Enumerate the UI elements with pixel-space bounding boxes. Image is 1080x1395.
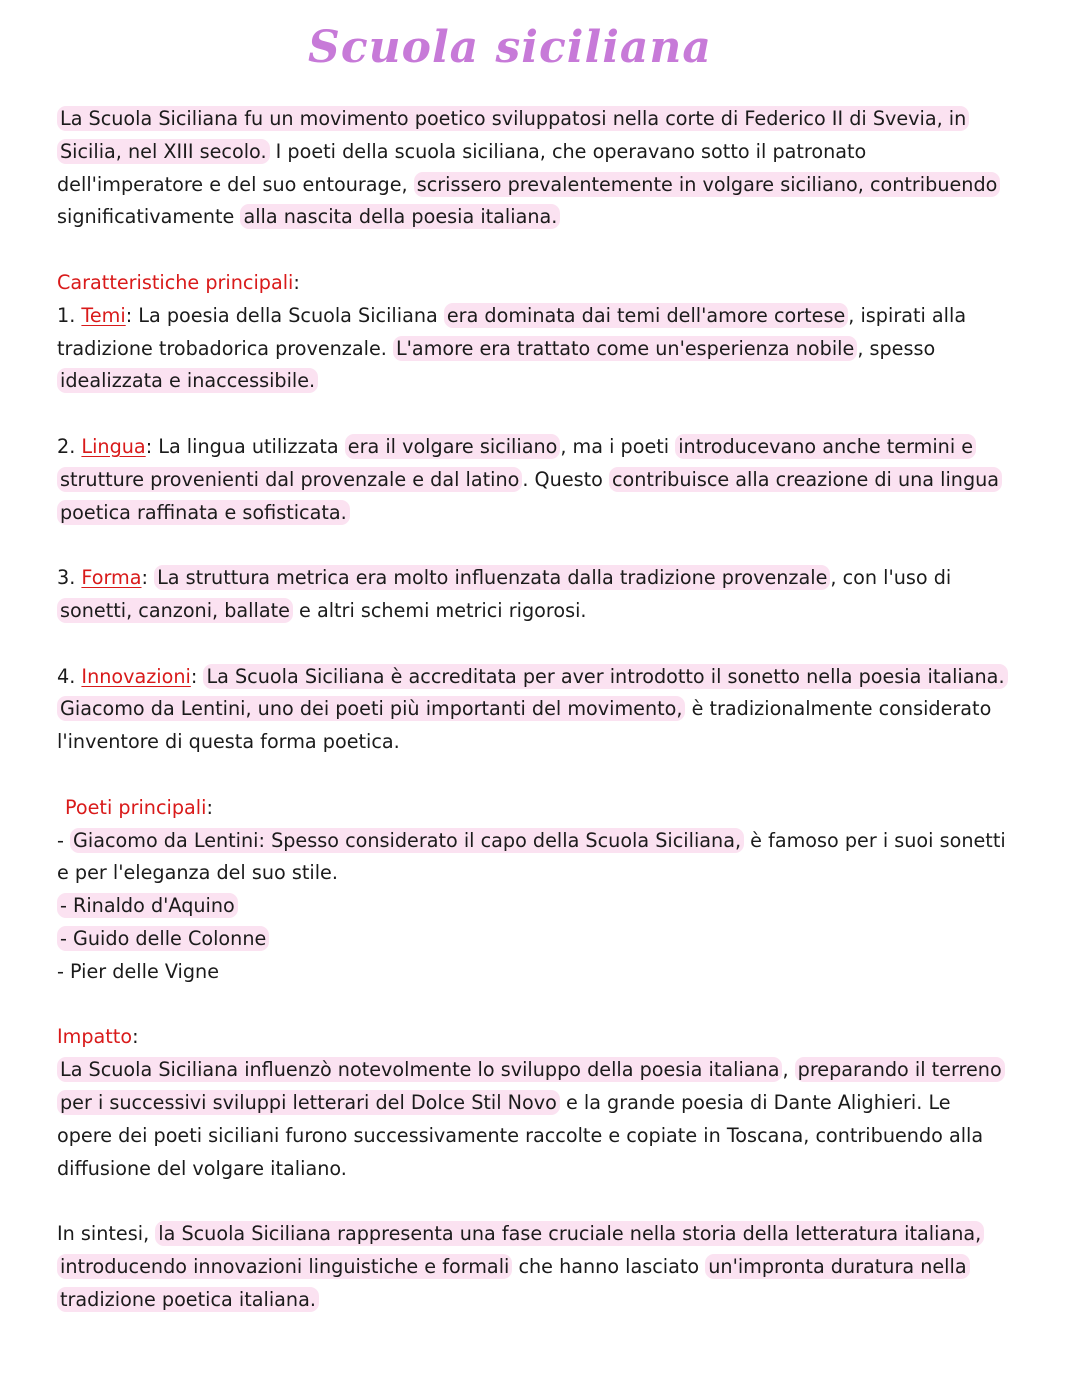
item-term: Temi: [81, 303, 126, 327]
document-body: [57, 103, 1007, 1316]
impatto-highlight-3: preparando il terreno per i successivi sviluppi letterari del Dolce Stil Novo: [57, 1057, 1005, 1115]
poeta-text: - Pier delle Vigne: [57, 959, 220, 983]
poeta-dash: -: [57, 828, 71, 852]
item-text: , con l'uso di: [830, 566, 952, 590]
intro-highlight-3: scrissero prevalentemente in volgare siciliano, contribuendo: [414, 172, 1001, 197]
impatto-paragraph: [57, 1054, 1007, 1185]
impatto-text-4: e la grande poesia di Dante Alighieri. Le opere dei poeti siciliani furono successivamente raccolte e copiate in Toscana, contribuendo alla diffusione del volgare italiano.: [57, 1090, 984, 1180]
caratteristica-item-4: [57, 661, 1007, 759]
poeta-item-4: [57, 956, 1007, 989]
intro-highlight-5: alla nascita della poesia italiana.: [240, 204, 560, 229]
item-number: 2.: [57, 434, 82, 458]
item-highlight: introducevano anche termini e strutture provenienti dal provenzale e dal latino: [57, 434, 976, 492]
heading-text: Caratteristiche principali: [57, 270, 294, 294]
intro-text-2: I poeti della scuola siciliana, che operavano sotto il patronato dell'imperatore e del suo entourage,: [57, 139, 867, 196]
sintesi-highlight-2: la Scuola Siciliana rappresenta una fase cruciale nella storia della letteratura italiana, introducendo innovazioni linguistiche e formali: [57, 1221, 984, 1279]
item-text: : La lingua utilizzata: [145, 434, 345, 458]
item-text: è tradizionalmente considerato l'inventore di questa forma poetica.: [57, 697, 992, 754]
item-term: Lingua: [81, 434, 146, 458]
item-text: e altri schemi metrici rigorosi.: [292, 598, 587, 622]
impatto-heading: [57, 1021, 1007, 1054]
item-text: , ma i poeti: [560, 434, 676, 458]
item-text: :: [190, 664, 204, 688]
item-highlight: La Scuola Siciliana è accreditata per aver introdotto il sonetto nella poesia italiana. Giacomo da Lentini, uno dei poeti più importanti del movimento,: [57, 664, 1008, 722]
poeta-highlight: Giacomo da Lentini: Spesso considerato il capo della Scuola Siciliana,: [70, 828, 744, 853]
sintesi-text-3: che hanno lasciato: [512, 1254, 706, 1278]
heading-colon: :: [206, 795, 213, 819]
poeta-text: è famoso per i suoi sonetti e per l'eleganza del suo stile.: [57, 828, 1006, 885]
heading-text: Impatto: [57, 1025, 133, 1049]
poeti-heading: [57, 792, 1007, 825]
caratteristica-item-2: [57, 431, 1007, 529]
item-text: :: [141, 566, 155, 590]
sintesi-highlight-4: un'impronta duratura nella tradizione poetica italiana.: [57, 1254, 970, 1312]
item-highlight: era il volgare siciliano: [345, 434, 561, 459]
heading-colon: :: [293, 270, 300, 294]
item-term: Innovazioni: [81, 664, 191, 688]
item-highlight: idealizzata e inaccessibile.: [57, 368, 318, 393]
item-number: 1.: [57, 303, 82, 327]
poeta-highlight: - Guido delle Colonne: [57, 926, 269, 951]
item-text: , ispirati alla tradizione trobadorica provenzale.: [57, 303, 967, 360]
item-highlight: L'amore era trattato come un'esperienza nobile: [393, 336, 857, 361]
page-title: Scuola siciliana: [308, 22, 712, 73]
item-highlight: contribuisce alla creazione di una lingua poetica raffinata e sofisticata.: [57, 467, 1002, 525]
item-number: 4.: [57, 664, 82, 688]
item-text: . Questo: [522, 467, 609, 491]
intro-highlight-1: La Scuola Siciliana fu un movimento poetico sviluppatosi nella corte di Federico II di Svevia, in Sicilia, nel XIII secolo.: [57, 106, 969, 164]
impatto-text-2: ,: [782, 1058, 795, 1082]
item-text: , spesso: [857, 336, 936, 360]
sintesi-paragraph: [57, 1218, 1007, 1316]
item-highlight: sonetti, canzoni, ballate: [57, 598, 293, 623]
impatto-highlight-1: La Scuola Siciliana influenzò notevolmente lo sviluppo della poesia italiana: [57, 1057, 782, 1082]
item-highlight: era dominata dai temi dell'amore cortese: [444, 303, 848, 328]
item-text: : La poesia della Scuola Siciliana: [125, 303, 444, 327]
item-term: Forma: [81, 566, 142, 590]
sintesi-text-1: In sintesi,: [57, 1222, 156, 1246]
caratteristica-item-1: [57, 300, 1007, 398]
poeta-item-3: [57, 923, 1007, 956]
poeta-item-1: [57, 825, 1007, 891]
poeta-item-2: [57, 890, 1007, 923]
heading-text: Poeti principali: [65, 795, 207, 819]
heading-colon: :: [132, 1025, 139, 1049]
item-number: 3.: [57, 566, 82, 590]
caratteristica-item-3: [57, 562, 1007, 628]
item-highlight: La struttura metrica era molto influenzata dalla tradizione provenzale: [154, 565, 830, 590]
intro-text-4: significativamente: [57, 205, 241, 229]
intro-paragraph: [57, 103, 1007, 234]
poeta-highlight: - Rinaldo d'Aquino: [57, 893, 238, 918]
caratteristiche-heading: [57, 267, 1007, 300]
